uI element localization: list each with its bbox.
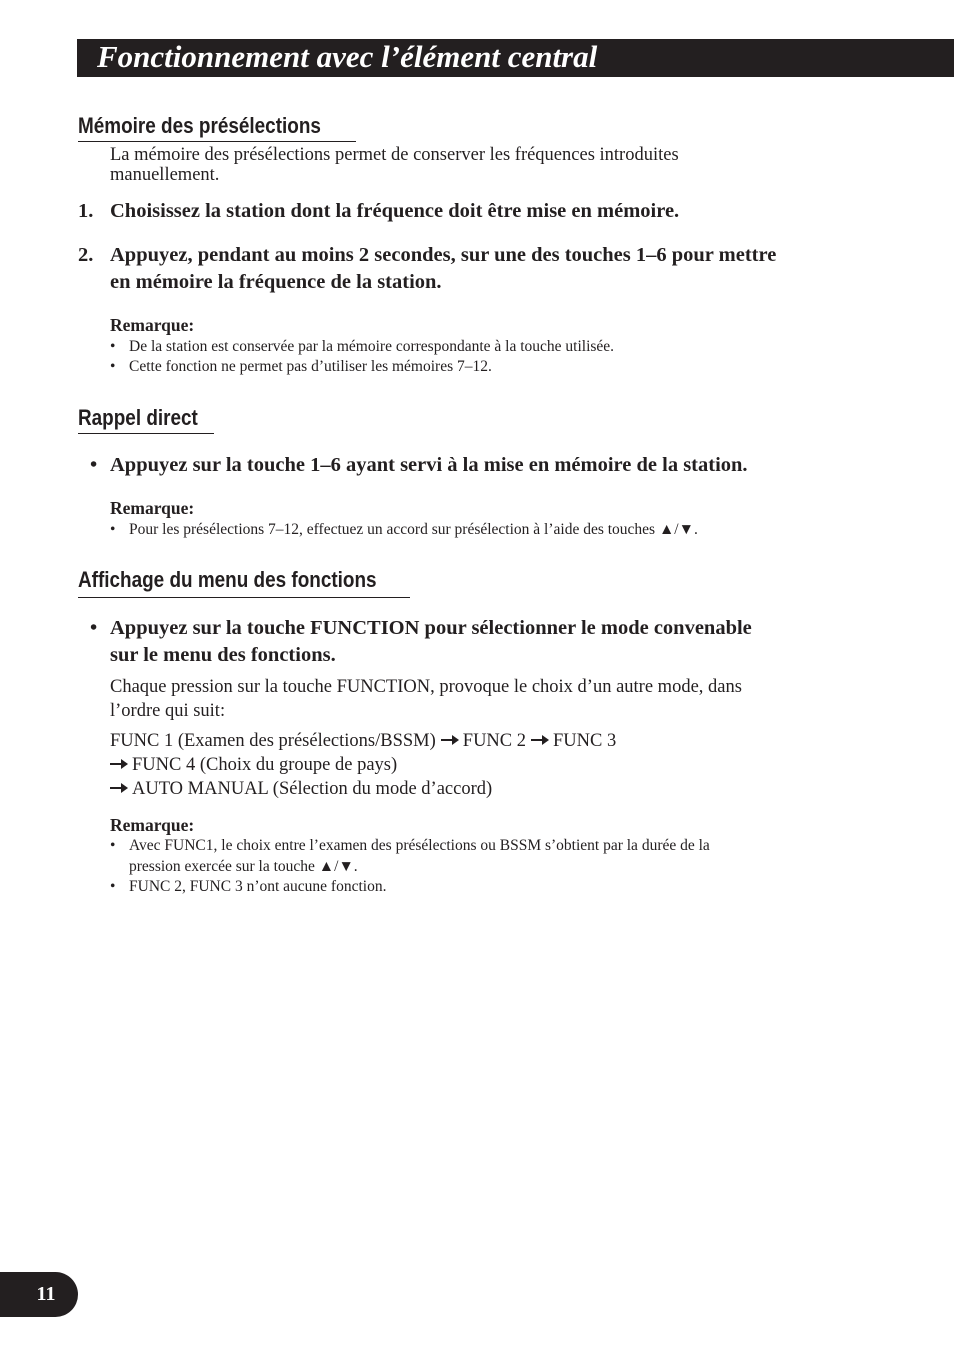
intro-line: La mémoire des présélections permet de conserver les fréquences introduites: [110, 145, 679, 165]
step-number: 1.: [78, 200, 94, 222]
note-item: [110, 357, 830, 377]
step-number: 2.: [78, 244, 94, 266]
func4-label: FUNC 4 (Choix du groupe de pays): [132, 755, 398, 775]
section-heading-memoire: Mémoire des présélections: [78, 113, 321, 138]
bullet-instruction: [0, 452, 954, 479]
step-text: Appuyez, pendant au moins 2 secondes, sur une des touches 1–6 pour mettre: [110, 244, 777, 266]
func3-label: FUNC 3: [553, 731, 617, 751]
note-text: Pour les présélections 7–12, effectuez un accord sur présélection à l’aide des touches ▲/▼.: [129, 521, 698, 538]
note-item: [110, 877, 830, 897]
section-heading-affichage: Affichage du menu des fonctions: [78, 567, 377, 592]
right-arrow-icon: [110, 759, 128, 769]
note-text: FUNC 2, FUNC 3 n’ont aucune fonction.: [129, 878, 387, 895]
auto-manual-label: AUTO MANUAL (Sélection du mode d’accord): [132, 779, 493, 799]
note-text: Cette fonction ne permet pas d’utiliser les mémoires 7–12.: [129, 358, 492, 375]
bullet-dot: •: [110, 837, 116, 854]
bullet-dot: •: [90, 454, 98, 476]
step-text: Choisissez la station dont la fréquence doit être mise en mémoire.: [110, 200, 680, 222]
page-number-tab: [0, 1272, 78, 1317]
func2-label: FUNC 2: [462, 731, 527, 751]
function-sequence-line: [110, 753, 830, 777]
bullet-text: sur le menu des fonctions.: [110, 644, 336, 666]
note-label: Remarque:: [110, 498, 195, 518]
note-text: Avec FUNC1, le choix entre l’examen des présélections ou BSSM s’obtient par la durée de la: [129, 837, 710, 854]
bullet-dot: •: [110, 338, 116, 355]
page-header-bar: [77, 39, 954, 77]
intro-line: manuellement.: [110, 165, 220, 185]
bullet-instruction: [0, 615, 954, 669]
page-number: 11: [36, 1283, 56, 1305]
function-sequence-line: [110, 729, 830, 753]
right-arrow-icon: [531, 735, 549, 745]
note-label: Remarque:: [110, 815, 195, 835]
page-title: Fonctionnement avec l’élément central: [97, 39, 598, 74]
heading-underline: [78, 433, 214, 434]
bullet-dot: •: [90, 617, 98, 639]
note-text: De la station est conservée par la mémoire correspondante à la touche utilisée.: [129, 338, 615, 355]
section-heading-rappel: Rappel direct: [78, 405, 198, 430]
note-item: [110, 836, 830, 876]
bullet-dot: •: [110, 521, 116, 538]
step-1: [0, 198, 954, 225]
paragraph-line: l’ordre qui suit:: [110, 701, 226, 721]
right-arrow-icon: [441, 735, 459, 745]
note-label: Remarque:: [110, 315, 195, 335]
step-2: [0, 242, 954, 296]
func1-label: FUNC 1 (Examen des présélections/BSSM): [110, 731, 436, 751]
note-item: [110, 520, 830, 540]
function-sequence-line: [110, 777, 830, 801]
bullet-dot: •: [110, 878, 116, 895]
step-text: en mémoire la fréquence de la station.: [110, 271, 442, 293]
right-arrow-icon: [110, 783, 128, 793]
heading-underline: [78, 597, 410, 598]
heading-underline: [78, 141, 356, 142]
paragraph-line: Chaque pression sur la touche FUNCTION, provoque le choix d’un autre mode, dans: [110, 677, 742, 697]
note-text: pression exercée sur la touche ▲/▼.: [129, 858, 358, 875]
bullet-text: Appuyez sur la touche 1–6 ayant servi à la mise en mémoire de la station.: [110, 454, 748, 476]
note-item: [110, 337, 830, 357]
bullet-text: Appuyez sur la touche FUNCTION pour sélectionner le mode convenable: [110, 617, 752, 639]
bullet-dot: •: [110, 358, 116, 375]
